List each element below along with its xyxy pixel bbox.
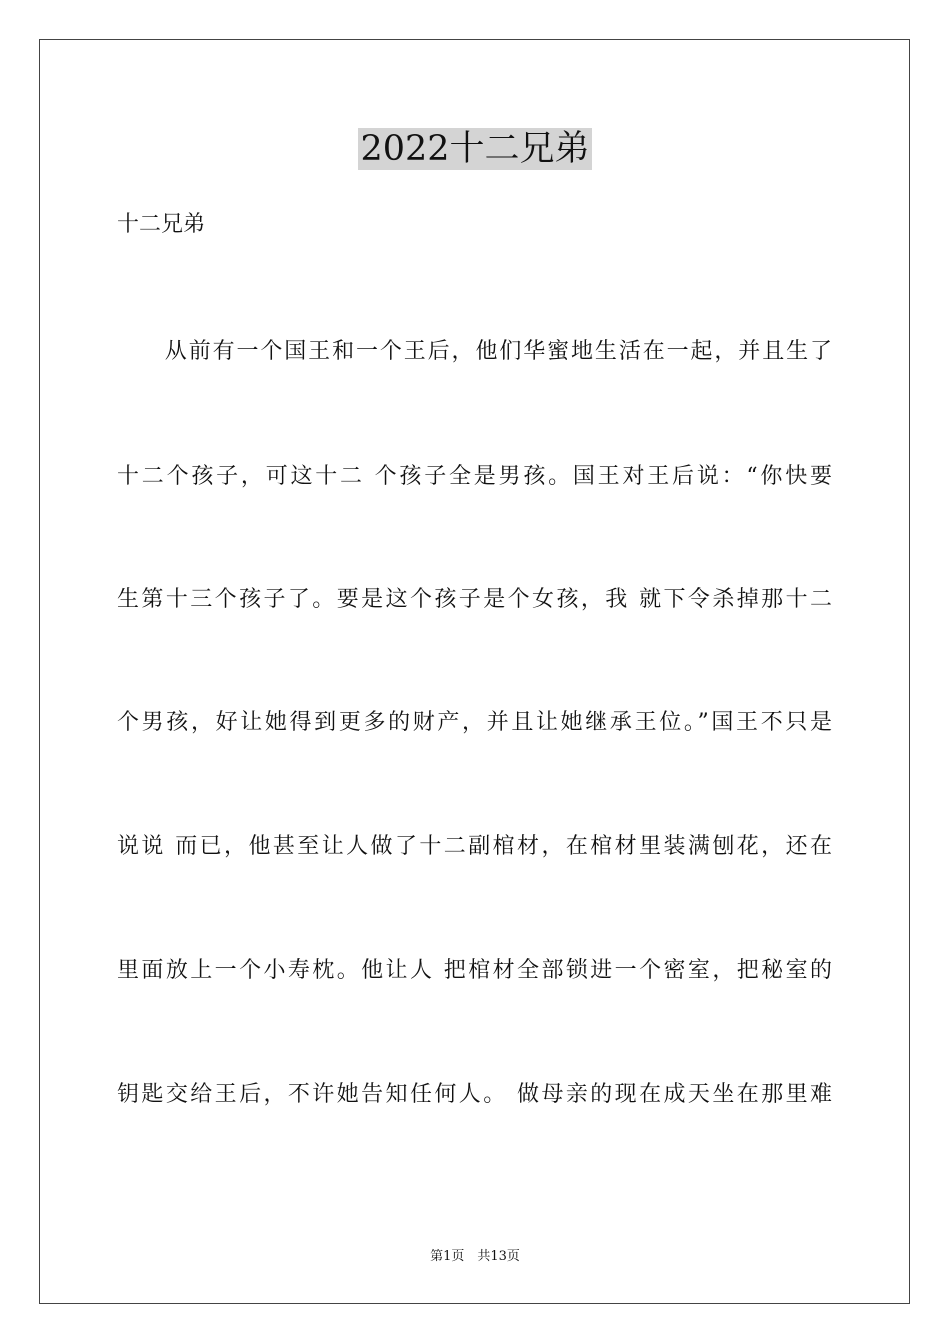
document-title: 2022十二兄弟 (360, 129, 590, 169)
paragraph-line-6: 里面放上一个小寿枕。他让人 把棺材全部锁进一个密室，把秘室的 (117, 958, 833, 983)
document-subtitle: 十二兄弟 (117, 212, 206, 237)
paragraph-line-5: 说说 而已，他甚至让人做了十二副棺材，在棺材里装满刨花，还在 (117, 834, 833, 859)
page-footer: 第1页 共13页 (430, 1249, 520, 1264)
paragraph-line-2: 十二个孩子，可这十二 个孩子全是男孩。国王对王后说：“你快要 (117, 464, 833, 489)
paragraph-line-4: 个男孩，好让她得到更多的财产，并且让她继承王位。”国王不只是 (117, 710, 833, 735)
paragraph-line-1: 从前有一个国王和一个王后，他们华蜜地生活在一起，并且生了 (117, 339, 833, 364)
paragraph-line-3: 生第十三个孩子了。要是这个孩子是个女孩，我 就下令杀掉那十二 (117, 587, 833, 612)
paragraph-line-7: 钥匙交给王后，不许她告知任何人。 做母亲的现在成天坐在那里难 (117, 1082, 833, 1107)
title-container (0, 128, 950, 170)
